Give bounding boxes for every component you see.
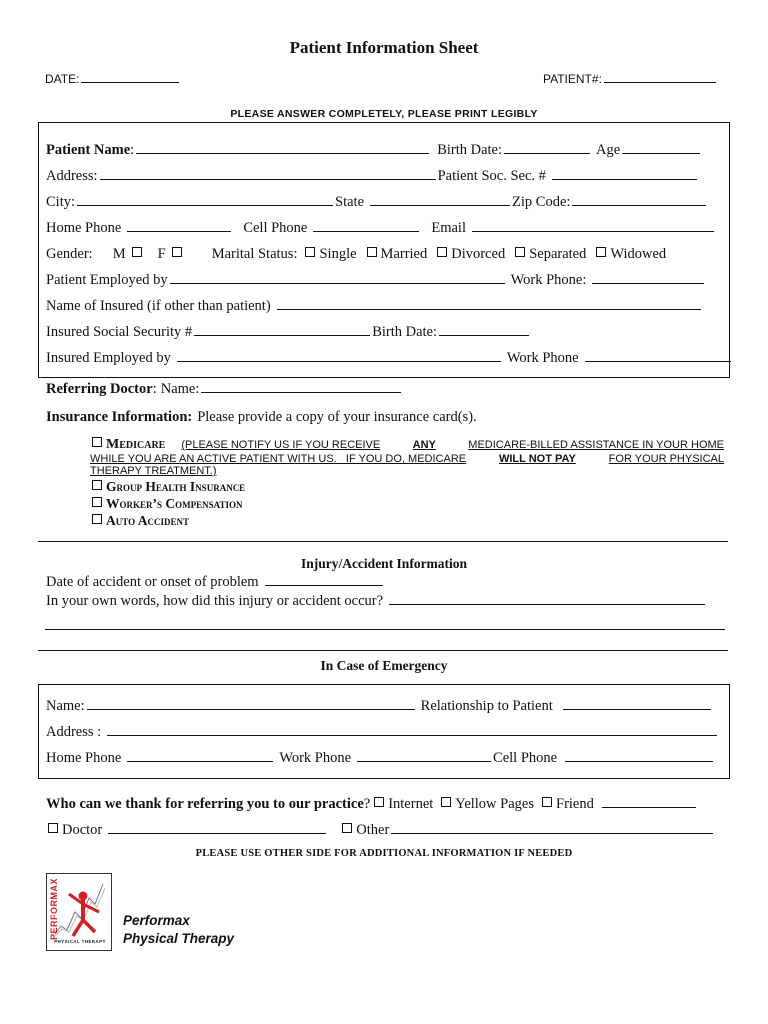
city-field[interactable]: [77, 194, 333, 206]
date-label: DATE:: [45, 72, 80, 86]
insurance-option-group-health: [90, 479, 245, 496]
referral-row: [46, 796, 768, 814]
emergency-phone-row: [46, 750, 768, 768]
insured-birth-label: Birth Date:: [372, 324, 438, 340]
insured-employer-field[interactable]: [177, 350, 501, 362]
medicare-label: Medicare: [106, 437, 166, 452]
insurance-option-workers-comp: [90, 496, 245, 513]
group-health-label: Group Health Insurance: [106, 479, 246, 494]
marital-single-checkbox[interactable]: [305, 247, 315, 257]
referral-friend-label: Friend: [556, 796, 594, 812]
injury-how-label: In your own words, how did this injury or accident occur?: [46, 593, 384, 609]
gender-m-label: M: [112, 246, 126, 262]
emergency-work-phone-field[interactable]: [357, 750, 491, 762]
referral-yellow-pages-label: Yellow Pages: [455, 796, 534, 812]
emergency-heading: In Case of Emergency: [320, 658, 448, 673]
workers-comp-label: Worker’s Compensation: [106, 496, 243, 511]
patient-name-field[interactable]: [136, 142, 429, 154]
question-mark: ?: [363, 796, 371, 812]
emergency-relationship-field[interactable]: [563, 698, 711, 710]
referral-other-label: Other: [356, 822, 390, 838]
emergency-name-row: [46, 698, 768, 716]
referral-doctor-label: Doctor: [62, 822, 103, 838]
address-label: Address:: [46, 168, 98, 184]
medicare-note-any: ANY: [412, 439, 436, 451]
emergency-address-row: [46, 724, 768, 742]
referral-question: Who can we thank for referring you to our practice: [46, 796, 364, 812]
marital-widowed-label: Widowed: [610, 246, 667, 262]
insured-employer-row: [46, 350, 768, 368]
medicare-block: [90, 437, 724, 477]
logo-wordmark: PERFORMAX: [49, 878, 59, 941]
gender-f-checkbox[interactable]: [172, 247, 182, 257]
emergency-cell-phone-label: Cell Phone: [493, 750, 558, 766]
referral-doctor-checkbox[interactable]: [48, 823, 58, 833]
gender-m-checkbox[interactable]: [132, 247, 142, 257]
referral-friend-checkbox[interactable]: [542, 797, 552, 807]
insured-ss-field[interactable]: [194, 324, 370, 336]
marital-widowed-checkbox[interactable]: [596, 247, 606, 257]
insurance-option-auto-accident: [90, 513, 245, 530]
insurance-options: [90, 479, 245, 530]
soc-sec-label: Patient Soc. Sec. #: [437, 168, 546, 184]
injury-date-field[interactable]: [265, 574, 383, 586]
marital-divorced-label: Divorced: [451, 246, 506, 262]
referral-doctor-field[interactable]: [108, 822, 326, 834]
city-row: [46, 194, 768, 212]
birth-date-label: Birth Date:: [437, 142, 503, 158]
emergency-home-phone-field[interactable]: [127, 750, 273, 762]
medicare-note-line3: THERAPY TREATMENT.): [90, 465, 217, 477]
referring-doctor-row: [46, 381, 768, 399]
zip-label: Zip Code:: [512, 194, 571, 210]
medicare-note-part: MEDICARE-BILLED ASSISTANCE IN YOUR HOME: [468, 439, 724, 451]
employer-row: [46, 272, 768, 290]
age-label: Age: [596, 142, 621, 158]
work-phone-label: Work Phone:: [510, 272, 587, 288]
gender-label: Gender:: [46, 246, 93, 262]
medicare-note-will-not-pay: WILL NOT PAY: [498, 453, 576, 465]
insured-work-phone-label: Work Phone: [506, 350, 579, 366]
employer-field[interactable]: [170, 272, 505, 284]
state-label: State: [335, 194, 365, 210]
address-field[interactable]: [100, 168, 436, 180]
address-row: [46, 168, 768, 186]
insured-ss-label: Insured Social Security #: [46, 324, 193, 340]
emergency-address-label: Address :: [46, 724, 102, 740]
insured-name-row: [46, 298, 768, 316]
divider: [38, 650, 728, 651]
zip-field[interactable]: [572, 194, 706, 206]
medicare-note-line2: [90, 453, 724, 465]
marital-single-label: Single: [319, 246, 357, 262]
date-row: [45, 72, 181, 90]
age-field[interactable]: [622, 142, 700, 154]
referral-yellow-pages-checkbox[interactable]: [441, 797, 451, 807]
instruction-text: PLEASE ANSWER COMPLETELY, PLEASE PRINT LEGIBLY: [230, 108, 538, 120]
email-field[interactable]: [472, 220, 714, 232]
insured-employer-label: Insured Employed by: [46, 350, 171, 366]
referring-doctor-heading: Referring Doctor: [46, 381, 153, 397]
gender-f-label: F: [157, 246, 166, 262]
gender-marital-row: [46, 246, 768, 264]
referring-name-field[interactable]: [201, 381, 401, 393]
city-label: City:: [46, 194, 76, 210]
emergency-name-field[interactable]: [87, 698, 415, 710]
insured-work-phone-field[interactable]: [585, 350, 731, 362]
emergency-cell-phone-field[interactable]: [565, 750, 713, 762]
home-phone-field[interactable]: [127, 220, 231, 232]
insured-ss-row: [46, 324, 768, 342]
employer-label: Patient Employed by: [46, 272, 168, 288]
medicare-note-part: FOR YOUR PHYSICAL: [608, 453, 724, 465]
referral-other-checkbox[interactable]: [342, 823, 352, 833]
page-title: Patient Information Sheet: [289, 38, 479, 57]
marital-separated-label: Separated: [529, 246, 587, 262]
footer-note: PLEASE USE OTHER SIDE FOR ADDITIONAL INFORMATION IF NEEDED: [195, 848, 573, 859]
insurance-heading: Insurance Information:: [46, 409, 193, 425]
email-label: Email: [431, 220, 466, 236]
state-field[interactable]: [370, 194, 510, 206]
patient-name-label: Patient Name: [46, 142, 131, 158]
auto-accident-checkbox[interactable]: [92, 514, 102, 524]
patient-number-field[interactable]: [604, 73, 716, 83]
referral-row-2: [46, 822, 768, 840]
marital-married-checkbox[interactable]: [367, 247, 377, 257]
company-logo: [46, 873, 112, 951]
company-name-line2: Physical Therapy: [123, 931, 235, 946]
marital-married-label: Married: [380, 246, 428, 262]
referral-internet-checkbox[interactable]: [374, 797, 384, 807]
medicare-note-part: WHILE YOU ARE AN ACTIVE PATIENT WITH US. IF YOU DO, MEDICARE: [90, 453, 467, 465]
colon: :: [130, 142, 135, 158]
insurance-text: Please provide a copy of your insurance card(s).: [197, 409, 477, 425]
cell-phone-field[interactable]: [313, 220, 419, 232]
soc-sec-field[interactable]: [552, 168, 697, 180]
patient-number-label: PATIENT#:: [543, 72, 602, 86]
logo-subtext: PHYSICAL THERAPY: [54, 939, 106, 944]
date-field[interactable]: [81, 73, 179, 83]
cell-phone-label: Cell Phone: [243, 220, 308, 236]
marital-label: Marital Status:: [211, 246, 298, 262]
emergency-home-phone-label: Home Phone: [46, 750, 122, 766]
emergency-name-label: Name:: [46, 698, 85, 714]
marital-separated-checkbox[interactable]: [515, 247, 525, 257]
insurance-row: [46, 409, 768, 427]
colon: :: [152, 381, 157, 397]
workers-comp-checkbox[interactable]: [92, 497, 102, 507]
injury-how-field-line2[interactable]: [45, 629, 725, 630]
medicare-checkbox[interactable]: [92, 437, 102, 447]
home-phone-label: Home Phone: [46, 220, 122, 236]
group-health-checkbox[interactable]: [92, 480, 102, 490]
company-name-line1: Performax: [123, 913, 190, 928]
phone-row: [46, 220, 768, 238]
injury-heading: Injury/Accident Information: [300, 556, 468, 571]
emergency-address-field[interactable]: [107, 724, 717, 736]
patient-name-row: [46, 142, 768, 160]
insured-birth-field[interactable]: [439, 324, 529, 336]
logo-figure: [69, 892, 99, 936]
divider: [38, 541, 728, 542]
auto-accident-label: Auto Accident: [106, 513, 189, 528]
insured-name-field[interactable]: [277, 298, 701, 310]
birth-date-field[interactable]: [504, 142, 590, 154]
insured-name-label: Name of Insured (if other than patient): [46, 298, 271, 314]
injury-date-row: [46, 574, 768, 592]
referral-internet-label: Internet: [388, 796, 434, 812]
marital-divorced-checkbox[interactable]: [437, 247, 447, 257]
emergency-work-phone-label: Work Phone: [279, 750, 352, 766]
emergency-relationship-label: Relationship to Patient: [420, 698, 553, 714]
injury-date-label: Date of accident or onset of problem: [46, 574, 259, 590]
referral-other-field[interactable]: [391, 822, 713, 834]
work-phone-field[interactable]: [592, 272, 704, 284]
injury-how-row: [46, 593, 768, 611]
medicare-note-line1: [181, 439, 724, 451]
referral-friend-field[interactable]: [602, 796, 696, 808]
injury-how-field[interactable]: [389, 593, 705, 605]
patient-number-row: [543, 72, 718, 90]
referring-name-label: Name:: [160, 381, 200, 397]
medicare-note-part: (PLEASE NOTIFY US IF YOU RECEIVE: [181, 439, 381, 451]
